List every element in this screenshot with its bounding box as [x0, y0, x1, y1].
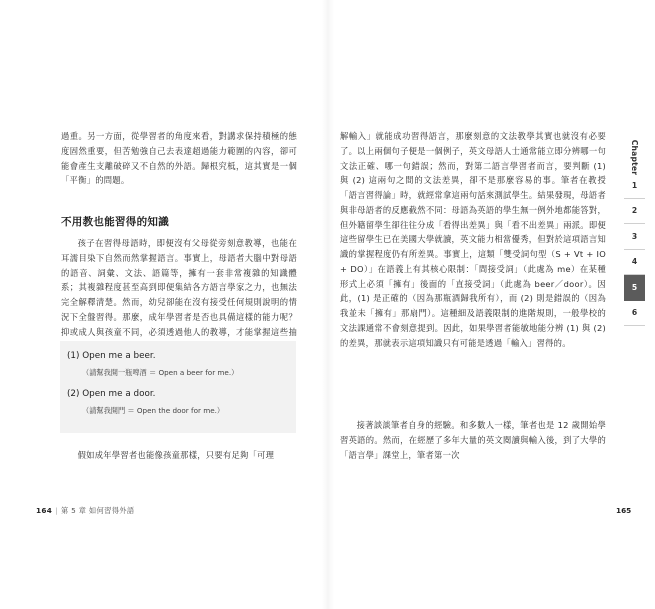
left-page-number: 164 [36, 506, 53, 515]
example-1-translation: （請幫我開一瓶啤酒 ＝ Open a beer for me.） [82, 368, 239, 377]
left-paragraph-2: 孩子在習得母語時，即便沒有父母從旁刻意教導，也能在耳濡目染下自然而然掌握語言。事實上，母語者大腦中對母語的語音、詞彙、文法、語篇等，擁有一套非常複雜的知識體系；其複雜程度甚至高到即便集結各方語言學家之力，也無法完全解釋清楚。然而，幼兒卻能在沒有接受任何規則說明的情況下全盤習得。那麼，成年學習者是否也具備這樣的能力呢？抑或成人與孩童不同，必須透過他人的教導，才能掌握這些抽 [61, 238, 297, 337]
running-chapter-title: 第 5 章 如何習得外語 [60, 506, 135, 515]
right-page-number: 165 [616, 506, 632, 515]
section-heading: 不用教也能習得的知識 [61, 216, 169, 228]
example-2-english: (2) Open me a door. [67, 389, 156, 399]
chapter-tab-2: 2 [624, 199, 645, 225]
left-page [0, 0, 327, 609]
example-2-translation: （請幫我開門 ＝ Open the door for me.） [82, 406, 225, 415]
example-1-english: (1) Open me a beer. [67, 351, 156, 361]
right-paragraph-2: 接著談談筆者自身的經驗。和多數人一樣，筆者也是 12 歲開始學習英語的。然而，在經歷了多年大量的英文閱讀與輸入後，到了大學的「語言學」課堂上，筆者第一次 [340, 420, 606, 460]
chapter-tab-1: 1 [624, 173, 645, 199]
chapter-tab-5: 5 [624, 275, 645, 301]
left-paragraph-1: 過重。另一方面，從學習者的角度來看，對講求保持積極的態度固然重要，但苦勉強自己去表達超過能力範圍的內容，卻可能會產生支離破碎又不自然的外語。歸根究柢，這其實是一個「平衡」的問題。 [61, 131, 297, 186]
chapter-side-label [626, 140, 644, 174]
left-paragraph-3: 假如成年學習者也能像孩童那樣，只要有足夠「可理 [77, 450, 275, 460]
footer-separator: | [55, 506, 58, 515]
right-paragraph-1: 解輸入」就能成功習得語言，那麼刻意的文法教學其實也就沒有必要了。以上兩個句子便是一個例子，英文母語人士通常能立即分辨哪一句文法正確、哪一句錯誤；然而，對第二語言學習者而言，要判斷 (1) 與 (2) 這兩句之間的文法差異，卻不是那麼容易的事。筆者在教授「語言習得論」時，就經常拿這兩句話來測試學生。結果發現，母語者與非母語者的反應截然不同：母語為英語的學生無一例外地都能答對，但外籍留學生卻往往分成「看得出差異」與「看不出差異」兩派。即便這些留學生已在美國大學就讀，英文能力相當優秀，但對於這項語言知識的掌握程度仍有所差異。事實上，這類「雙受詞句型（S + Vt + IO + DO）」在語義上有其核心限制：「間接受詞」（此處為 me）在某種形式上必須「擁有」後面的「直接受詞」（此處為 beer／door）。因此，(1) 是正確的（因為那瓶酒歸我所有），而 (2) 則是錯誤的（因為我並未「擁有」那扇門）。這種細及語義限制的進階規則，一般學校的文法課通常不會刻意提到。因此，如果學習者能敏地能分辨 (1) 與 (2) 的差異，那就表示這項知識只有可能是透過「輸入」習得的。 [340, 131, 606, 348]
chapter-label-text: Chapter [630, 139, 640, 175]
chapter-tab-4: 4 [624, 250, 645, 276]
left-footer [36, 506, 134, 516]
example-box [60, 341, 296, 433]
chapter-tab-6: 6 [624, 301, 645, 327]
chapter-tab-3: 3 [624, 224, 645, 250]
right-page [327, 0, 655, 609]
chapter-tabs [624, 173, 645, 326]
